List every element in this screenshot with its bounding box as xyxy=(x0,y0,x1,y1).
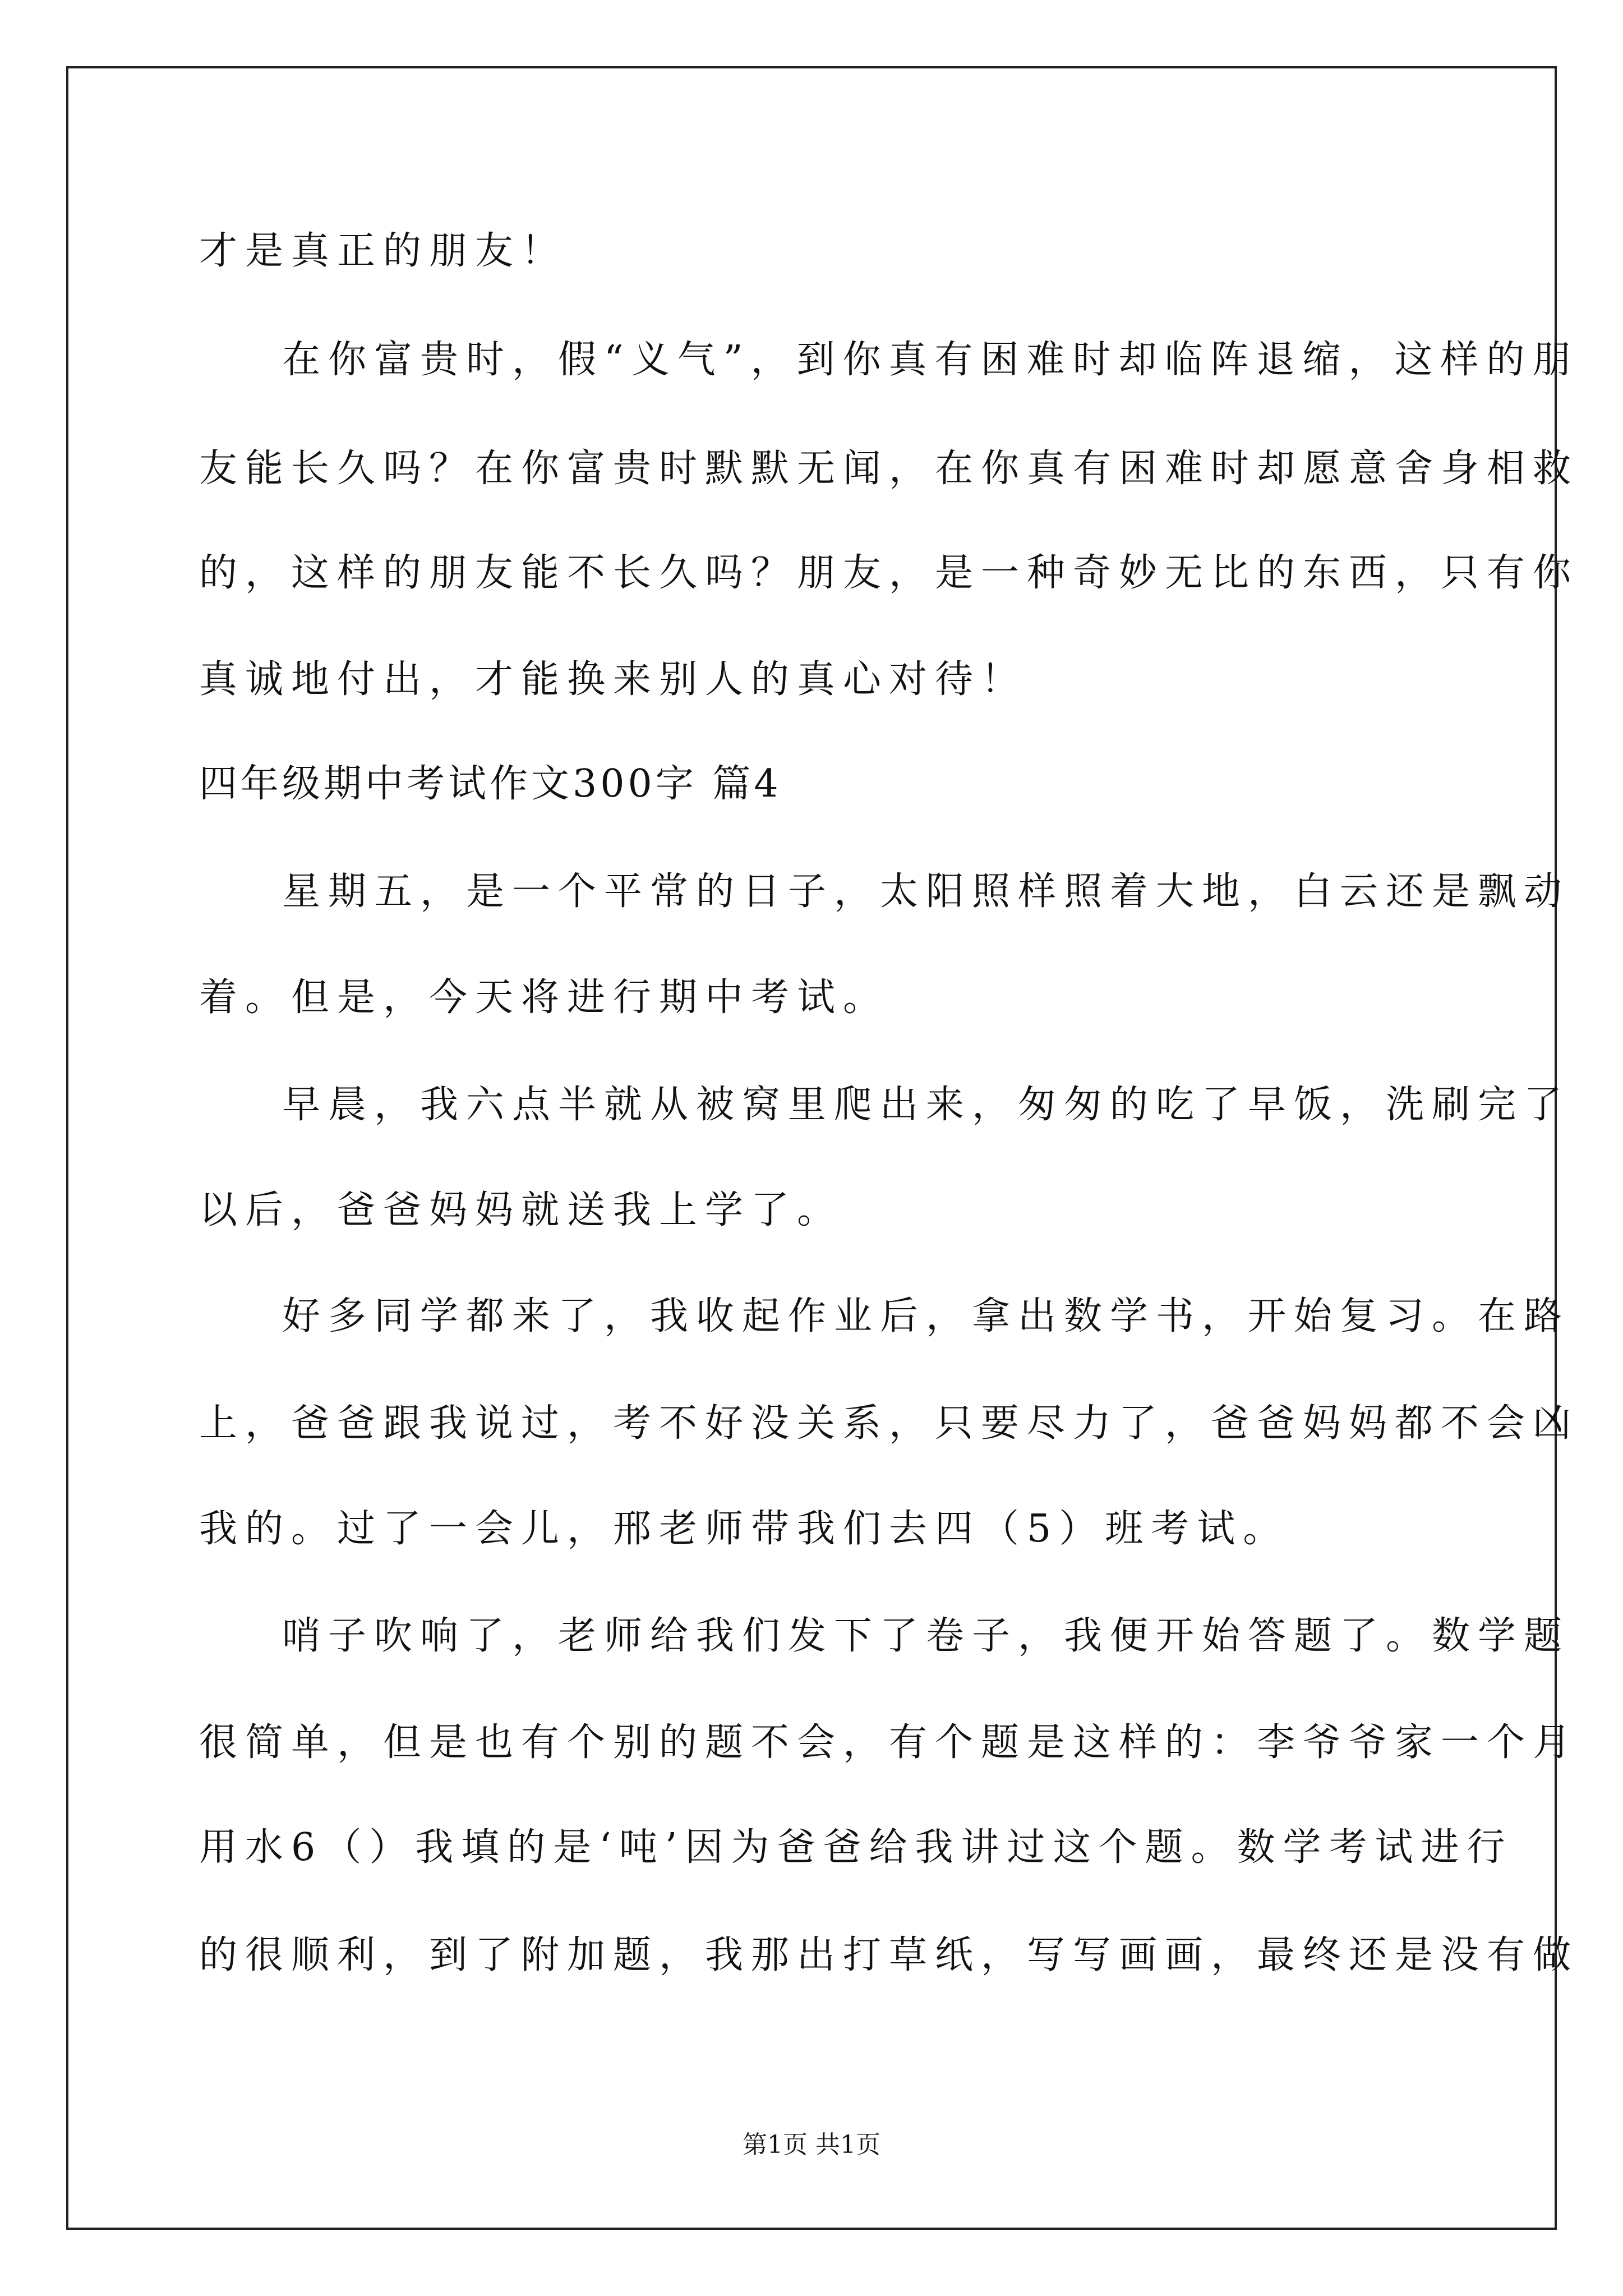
text-line: 才是真正的朋友！ xyxy=(199,229,568,273)
section-heading: 四年级期中考试作文300字 篇4 xyxy=(199,762,782,806)
page-border xyxy=(66,66,1557,2230)
text-line: 很简单，但是也有个别的题不会，有个题是这样的：李爷爷家一个月 xyxy=(199,1720,1579,1765)
text-line: 友能长久吗？在你富贵时默默无闻，在你真有困难时却愿意舍身相救 xyxy=(199,447,1579,491)
text-line: 以后，爸爸妈妈就送我上学了。 xyxy=(199,1188,843,1232)
text-line: 真诚地付出，才能换来别人的真心对待！ xyxy=(199,657,1027,702)
paragraph-first-line: 好多同学都来了，我收起作业后，拿出数学书，开始复习。在路 xyxy=(282,1294,1570,1338)
paragraph-first-line: 哨子吹响了，老师给我们发下了卷子，我便开始答题了。数学题 xyxy=(282,1614,1570,1658)
paragraph-first-line: 在你富贵时，假“义气”，到你真有困难时却临阵退缩，这样的朋 xyxy=(282,338,1579,382)
text-line: 的很顺利，到了附加题，我那出打草纸，写写画画，最终还是没有做 xyxy=(199,1933,1579,1977)
text-line: 上，爸爸跟我说过，考不好没关系，只要尽力了，爸爸妈妈都不会凶 xyxy=(199,1401,1579,1446)
paragraph-first-line: 早晨，我六点半就从被窝里爬出来，匆匆的吃了早饭，洗刷完了 xyxy=(282,1083,1570,1127)
text-line: 用水6（）我填的是‘吨’因为爸爸给我讲过这个题。数学考试进行 xyxy=(199,1825,1513,1870)
text-line: 的，这样的朋友能不长久吗？朋友，是一种奇妙无比的东西，只有你 xyxy=(199,551,1579,595)
paragraph-first-line: 星期五，是一个平常的日子，太阳照样照着大地，白云还是飘动 xyxy=(282,869,1570,914)
text-line: 着。但是，今天将进行期中考试。 xyxy=(199,976,889,1020)
page-footer: 第1页 共1页 xyxy=(743,2131,880,2159)
text-line: 我的。过了一会儿，邢老师带我们去四（5）班考试。 xyxy=(199,1507,1289,1551)
